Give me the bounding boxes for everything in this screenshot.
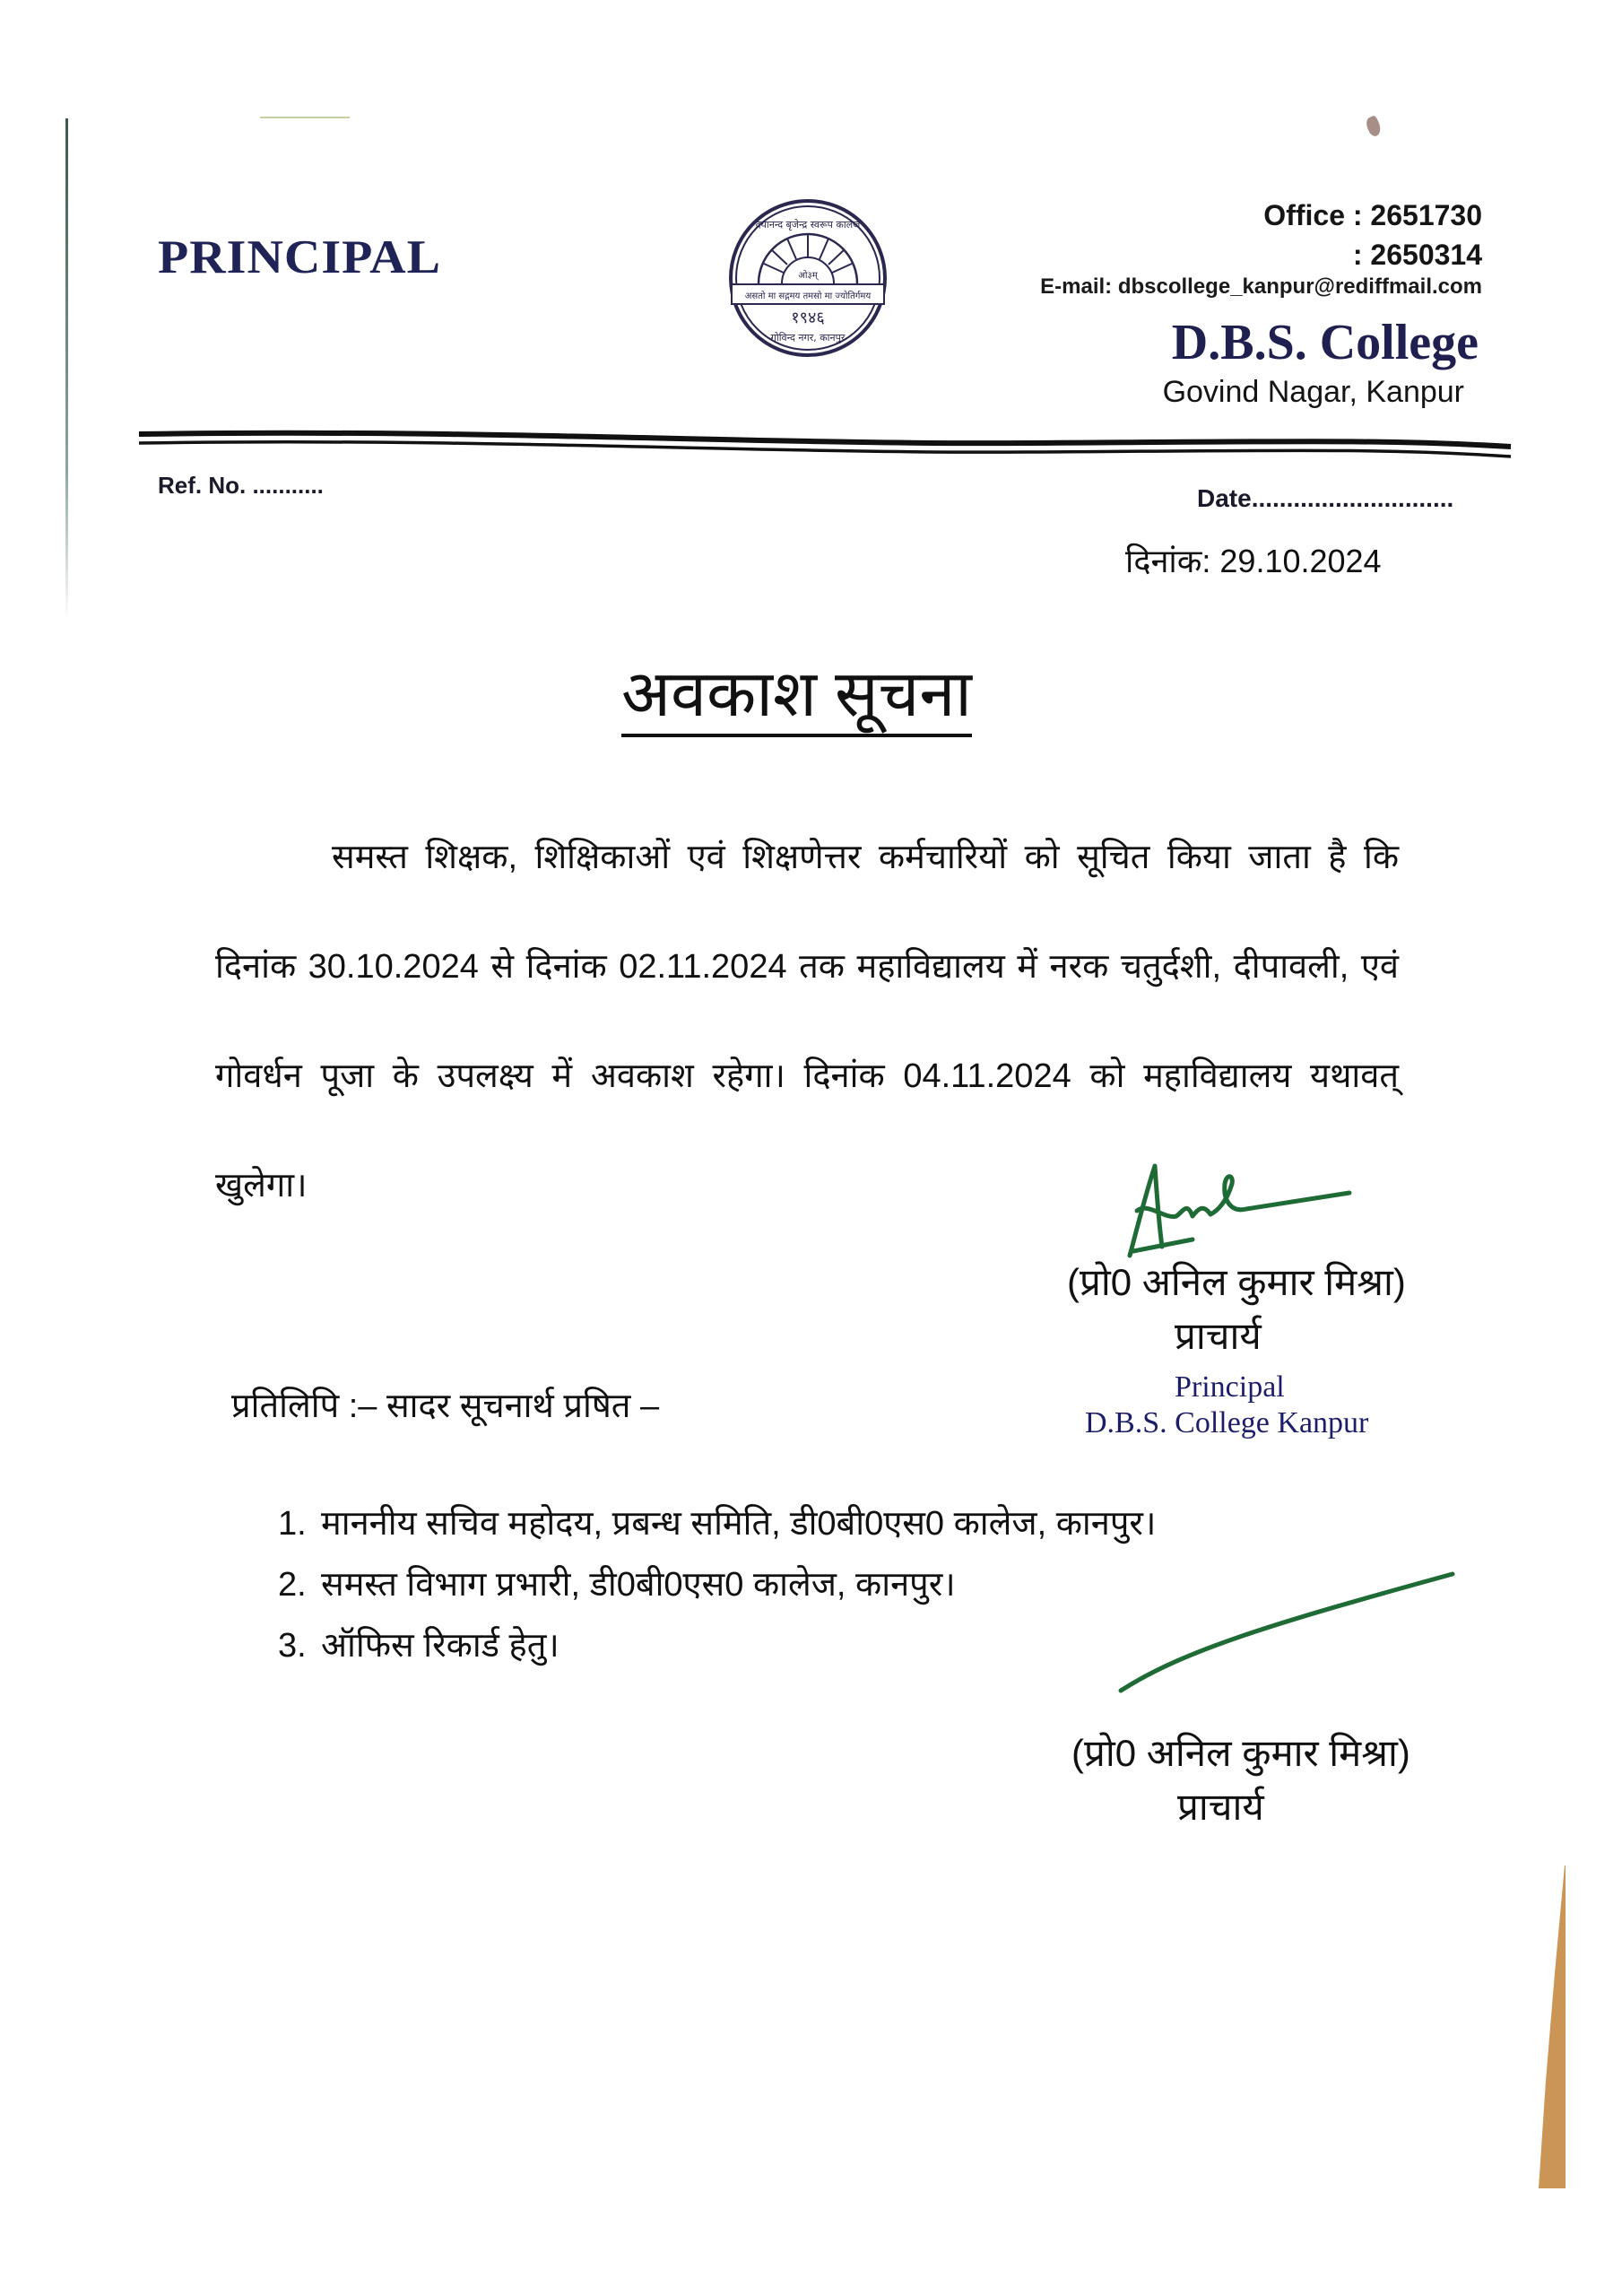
office-phone-1: Office : 2651730 xyxy=(1263,199,1482,231)
notice-body-text: समस्त शिक्षक, शिक्षिकाओं एवं शिक्षणेत्तर कर्मचारियों को सूचित किया जाता है कि दिनांक 30.10.2024 से दिनांक 02.11.2024 तक महाविद्यालय में नरक चतुर्दशी, दीपावली, एवं गोवर्धन पूजा के उपलक्ष्य में अवकाश रहेगा। दिनांक 04.11.2024 को महाविद्यालय यथावत् खुलेगा। xyxy=(215,839,1399,1205)
signatory-1-designation: प्राचार्य xyxy=(1175,1315,1262,1357)
copy-to-item xyxy=(278,1554,1156,1615)
seal-outer-text: दयानन्द बृजेन्द्र स्वरूप कालेज xyxy=(755,219,861,230)
seal-year: १९४६ xyxy=(791,309,825,327)
scan-edge-artifact xyxy=(65,118,68,621)
scan-page-edge-strip xyxy=(1539,1866,1566,2188)
scan-smudge xyxy=(260,117,350,118)
copy-to-item-number: 2. xyxy=(278,1566,307,1604)
copy-to-item xyxy=(278,1493,1156,1554)
signatory-2-designation: प्राचार्य xyxy=(1177,1786,1264,1828)
copy-to-label: प्रतिलिपि :– सादर सूचनार्थ प्रषित – xyxy=(231,1387,660,1425)
copy-to-item-number: 3. xyxy=(278,1627,307,1665)
signature-2-stroke xyxy=(1112,1561,1462,1704)
letterhead-double-rule xyxy=(134,422,1515,475)
reference-number: Ref. No. ........... xyxy=(158,472,324,499)
copy-to-list xyxy=(278,1493,1156,1676)
notice-date: दिनांक: 29.10.2024 xyxy=(1125,543,1382,579)
signatory-2-name: (प्रो0 अनिल कुमार मिश्रा) xyxy=(1071,1732,1410,1774)
signature-1 xyxy=(1121,1157,1363,1265)
college-name: D.B.S. College xyxy=(1171,315,1479,370)
seal-band-text: असतो मा सद्गमय तमसो मा ज्योतिर्गमय xyxy=(744,291,872,301)
college-seal-logo xyxy=(724,197,891,359)
notice-title: अवकाश सूचना xyxy=(621,655,972,737)
scan-mark xyxy=(1364,115,1383,138)
letterhead-principal-title: PRINCIPAL xyxy=(158,230,441,284)
copy-to-item-number: 1. xyxy=(278,1505,307,1543)
office-phones xyxy=(1263,196,1482,274)
principal-stamp-line-2: D.B.S. College Kanpur xyxy=(1085,1406,1369,1439)
copy-to-item-text: समस्त विभाग प्रभारी, डी0बी0एस0 कालेज, कानपुर। xyxy=(321,1566,956,1604)
copy-to-item-text: माननीय सचिव महोदय, प्रबन्ध समिति, डी0बी0एस0 कालेज, कानपुर। xyxy=(321,1505,1157,1543)
date-field-label: Date............................. xyxy=(1197,484,1454,512)
principal-stamp-line-1: Principal xyxy=(1175,1370,1285,1404)
copy-to-item xyxy=(278,1615,1156,1676)
college-address: Govind Nagar, Kanpur xyxy=(1162,375,1464,409)
college-email: E-mail: dbscollege_kanpur@rediffmail.com xyxy=(1040,274,1482,299)
seal-center-text: ओ३म् xyxy=(798,271,818,281)
copy-to-item-text: ऑफिस रिकार्ड हेतु। xyxy=(321,1627,559,1665)
seal-bottom-text: गोविन्द नगर, कानपुर xyxy=(770,332,846,344)
signatory-1-name: (प्रो0 अनिल कुमार मिश्रा) xyxy=(1067,1261,1406,1303)
office-phone-2: : 2650314 xyxy=(1352,239,1482,271)
